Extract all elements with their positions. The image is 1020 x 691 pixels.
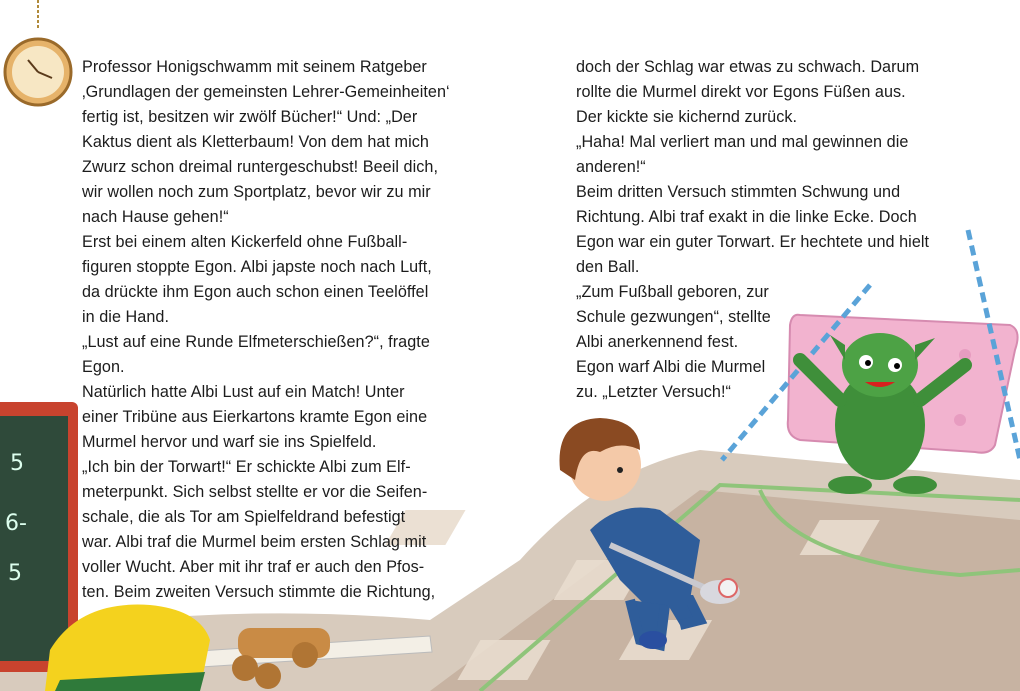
- text-line: Egon war ein guter Torwart. Er hechtete und hielt: [576, 233, 930, 251]
- text-line: einer Tribüne aus Eierkartons kramte Egon eine: [82, 408, 428, 426]
- text-line: Natürlich hatte Albi Lust auf ein Match! Unter: [82, 383, 405, 401]
- text-line: anderen!“: [576, 158, 646, 176]
- text-line: zu. „Letzter Versuch!“: [576, 383, 731, 401]
- text-line: da drückte ihm Egon auch schon einen Teelöffel: [82, 283, 429, 301]
- text-line: meterpunkt. Sich selbst stellte er vor die Seifen-: [82, 483, 428, 501]
- text-line: ten. Beim zweiten Versuch stimmte die Richtung,: [82, 583, 436, 601]
- text-line: Egon warf Albi die Murmel: [576, 358, 766, 376]
- text-line: „Lust auf eine Runde Elfmeterschießen?“, fragte: [82, 333, 430, 351]
- text-line: doch der Schlag war etwas zu schwach. Darum: [576, 58, 920, 76]
- pocket-watch-icon: [5, 0, 71, 105]
- text-line: „Ich bin der Torwart!“ Er schickte Albi zum Elf-: [82, 458, 411, 476]
- text-line: in die Hand.: [82, 308, 169, 326]
- right-page-text: [576, 55, 929, 405]
- text-line: den Ball.: [576, 258, 640, 276]
- text-line: schale, die als Tor am Spielfeldrand befestigt: [82, 508, 406, 526]
- text-line: figuren stoppte Egon. Albi japste noch nach Luft,: [82, 258, 432, 276]
- text-line: war. Albi traf die Murmel beim ersten Schlag mit: [82, 533, 427, 551]
- text-line: voller Wucht. Aber mit ihr traf er auch den Pfos-: [82, 558, 425, 576]
- text-line: Professor Honigschwamm mit seinem Ratgeber: [82, 58, 427, 76]
- text-line: ‚Grundlagen der gemeinsten Lehrer-Gemeinheiten‘: [82, 83, 450, 101]
- text-line: Murmel hervor und warf sie ins Spielfeld.: [82, 433, 377, 451]
- text-line: Schule gezwungen“, stellte: [576, 308, 771, 326]
- text-line: Richtung. Albi traf exakt in die linke Ecke. Doch: [576, 208, 917, 226]
- svg-text:5: 5: [10, 451, 24, 476]
- text-line: nach Hause gehen!“: [82, 208, 229, 226]
- text-line: wir wollen noch zum Sportplatz, bevor wir zu mir: [82, 183, 431, 201]
- svg-text:5: 5: [8, 561, 22, 586]
- text-line: Beim dritten Versuch stimmten Schwung und: [576, 183, 901, 201]
- text-line: Egon.: [82, 358, 125, 376]
- text-line: fertig ist, besitzen wir zwölf Bücher!“ Und: „Der: [82, 108, 418, 126]
- text-line: „Zum Fußball geboren, zur: [576, 283, 769, 301]
- text-line: Der kickte sie kichernd zurück.: [576, 108, 798, 126]
- text-line: Kaktus dient als Kletterbaum! Von dem hat mich: [82, 133, 429, 151]
- text-line: Erst bei einem alten Kickerfeld ohne Fußball-: [82, 233, 408, 251]
- left-page-text: [82, 55, 450, 605]
- text-line: „Haha! Mal verliert man und mal gewinnen die: [576, 133, 909, 151]
- text-line: Albi anerkennend fest.: [576, 333, 739, 351]
- text-line: Zwurz schon dreimal runtergeschubst! Beeil dich,: [82, 158, 438, 176]
- svg-text:6-: 6-: [5, 511, 27, 536]
- text-line: rollte die Murmel direkt vor Egons Füßen aus.: [576, 83, 906, 101]
